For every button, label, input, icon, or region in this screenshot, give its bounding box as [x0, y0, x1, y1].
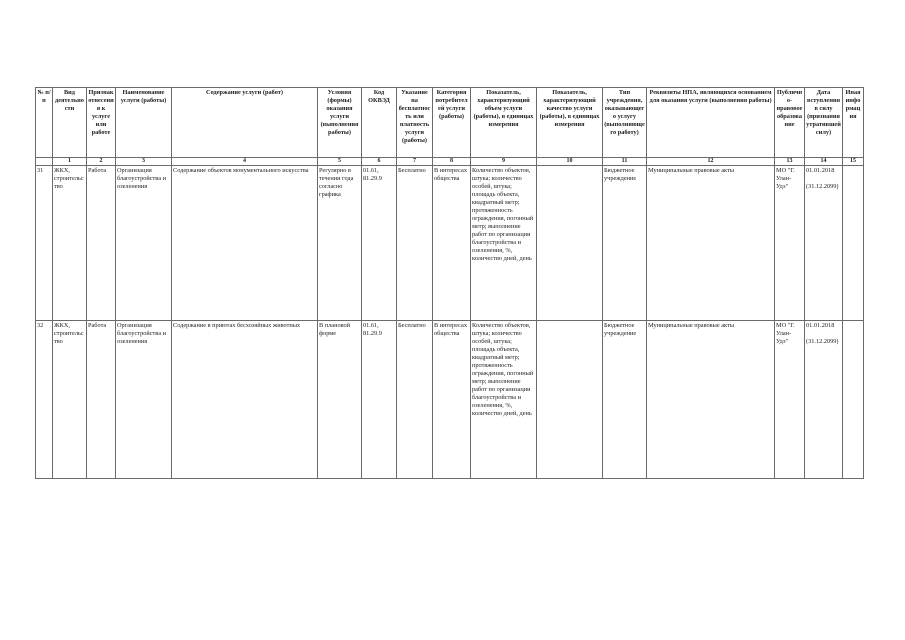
cell-content: Содержание объектов монументального искусства [172, 166, 318, 321]
header-service-name: Наименование услуги (работы) [116, 88, 172, 158]
header-payment: Указание на бесплатность или платность услуги (работы) [397, 88, 433, 158]
cell-consumers: В интересах общества [433, 166, 471, 321]
header-number: № п/п [36, 88, 53, 158]
column-number: 1 [53, 158, 87, 166]
cell-conditions: Регулярно в течении года согласно графика [318, 166, 362, 321]
cell-volume-indicator: Количество объектов, штука; количество особей, штука; площадь объекта, квадратный метр; протяженность ограждения, погонный метр; выполнение работ по организации благоустройства и озеленения, %, количество дней, день [471, 166, 537, 321]
cell-institution-type: Бюджетное учреждение [603, 166, 647, 321]
header-npa: Реквизиты НПА, являющихся основанием для оказания услуги (выполнения работы) [647, 88, 775, 158]
header-volume-indicator: Показатель, характеризующий объем услуги (работы), в единицах измерения [471, 88, 537, 158]
header-activity: Вид деятельности [53, 88, 87, 158]
date-effective: 01.01.2018 [806, 167, 835, 174]
cell-consumers: В интересах общества [433, 321, 471, 479]
header-content: Содержание услуги (работ) [172, 88, 318, 158]
column-number: 4 [172, 158, 318, 166]
cell-type: Работа [87, 321, 116, 479]
header-institution-type: Тип учреждения, оказывающего услугу (выполняющего работу) [603, 88, 647, 158]
cell-activity: ЖКХ, строительство [53, 321, 87, 479]
column-number: 8 [433, 158, 471, 166]
column-number: 10 [537, 158, 603, 166]
cell-dates [805, 321, 843, 479]
column-number: 14 [805, 158, 843, 166]
cell-public-entity: МО "Г. Улан-Удэ" [775, 321, 805, 479]
date-effective: 01.01.2018 [806, 322, 835, 329]
cell-quality-indicator [537, 321, 603, 479]
cell-npa: Муниципальные правовые акты [647, 166, 775, 321]
header-public-entity: Публично-правовое образование [775, 88, 805, 158]
column-number: 6 [362, 158, 397, 166]
cell-npa: Муниципальные правовые акты [647, 321, 775, 479]
cell-type: Работа [87, 166, 116, 321]
header-quality-indicator: Показатель, характеризующий качество услуги (работы), в единицах измерения [537, 88, 603, 158]
cell-institution-type: Бюджетное учреждение [603, 321, 647, 479]
header-type: Признак отнесения к услуге или работе [87, 88, 116, 158]
cell-payment: Бесплатно [397, 321, 433, 479]
column-number: 2 [87, 158, 116, 166]
cell-number: 31 [36, 166, 53, 321]
cell-content: Содержание в приютах бесхозяйных животных [172, 321, 318, 479]
cell-number: 32 [36, 321, 53, 479]
column-number: 11 [603, 158, 647, 166]
column-number: 3 [116, 158, 172, 166]
cell-service-name: Организация благоустройства и озеленения [116, 166, 172, 321]
cell-okved: 01.61, 81.29.9 [362, 166, 397, 321]
header-conditions: Условия (формы) оказания услуги (выполнения работы) [318, 88, 362, 158]
cell-dates [805, 166, 843, 321]
header-consumers: Категория потребителей услуги (работы) [433, 88, 471, 158]
column-numbers-row [36, 158, 864, 166]
column-number-empty [36, 158, 53, 166]
cell-quality-indicator [537, 166, 603, 321]
date-expired: (31.12.2099) [806, 183, 839, 190]
column-number: 9 [471, 158, 537, 166]
table-row [36, 321, 864, 479]
column-number: 12 [647, 158, 775, 166]
header-dates: Дата вступления в силу (признания утратившей силу) [805, 88, 843, 158]
column-number: 13 [775, 158, 805, 166]
cell-public-entity: МО "Г. Улан-Удэ" [775, 166, 805, 321]
cell-conditions: В плановой форме [318, 321, 362, 479]
cell-other [843, 321, 864, 479]
table-row [36, 166, 864, 321]
column-number: 5 [318, 158, 362, 166]
date-expired: (31.12.2099) [806, 338, 839, 345]
header-okved: Код ОКВЭД [362, 88, 397, 158]
cell-payment: Бесплатно [397, 166, 433, 321]
header-other: Иная информация [843, 88, 864, 158]
column-number: 7 [397, 158, 433, 166]
cell-service-name: Организация благоустройства и озеленения [116, 321, 172, 479]
column-number: 15 [843, 158, 864, 166]
header-row [36, 88, 864, 158]
services-table [35, 87, 864, 479]
cell-okved: 01.61, 81.29.9 [362, 321, 397, 479]
cell-activity: ЖКХ, строительство [53, 166, 87, 321]
cell-other [843, 166, 864, 321]
cell-volume-indicator: Количество объектов, штука; количество особей, штука; площадь объекта, квадратный метр; протяженность ограждения, погонный метр; выполнение работ по организации благоустройства и озеленения, %, количество дней, день [471, 321, 537, 479]
